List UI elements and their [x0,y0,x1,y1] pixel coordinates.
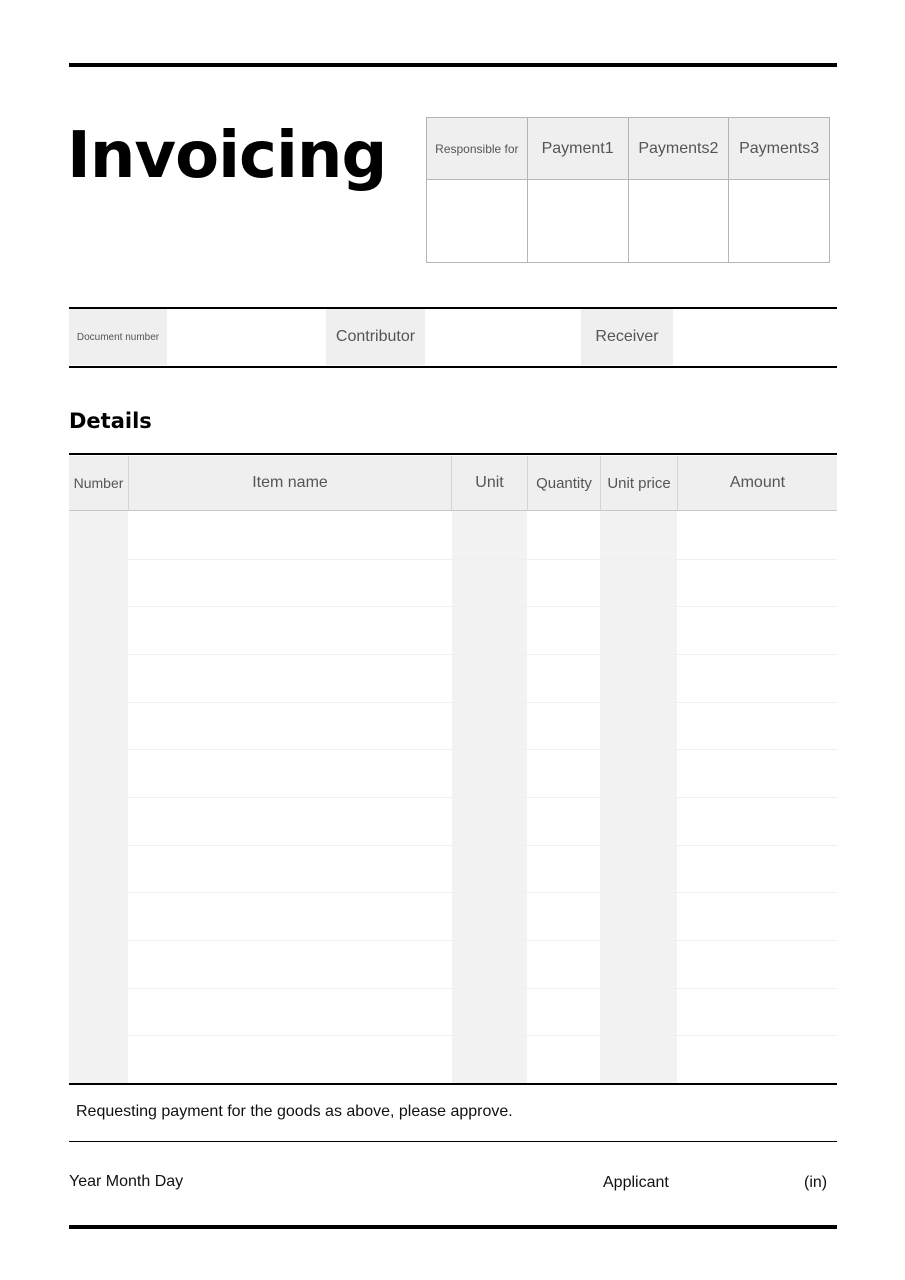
cell-unit-price[interactable] [601,511,677,559]
cell-unit-price[interactable] [601,606,677,654]
cell-item-name[interactable] [128,940,451,988]
cell-number[interactable] [69,654,128,702]
receiver-field[interactable] [673,309,837,365]
cell-amount[interactable] [678,845,837,893]
cell-amount[interactable] [678,797,837,845]
cell-quantity[interactable] [528,749,600,797]
cell-item-name[interactable] [128,845,451,893]
cell-amount[interactable] [678,749,837,797]
column-header-unit-price: Unit price [601,456,677,510]
cell-unit[interactable] [452,940,527,988]
cell-item-name[interactable] [128,702,451,750]
applicant-label: Applicant [603,1174,669,1191]
cell-quantity[interactable] [528,511,600,559]
cell-quantity[interactable] [528,702,600,750]
cell-unit[interactable] [452,702,527,750]
cell-item-name[interactable] [128,749,451,797]
cell-quantity[interactable] [528,845,600,893]
document-number-field[interactable] [167,309,326,365]
approval-header-payment1: Payment1 [528,118,629,179]
cell-unit-price[interactable] [601,797,677,845]
cell-unit-price[interactable] [601,749,677,797]
receiver-label: Receiver [581,309,673,365]
cell-quantity[interactable] [528,654,600,702]
cell-number[interactable] [69,1035,128,1083]
row-divider [128,702,837,703]
details-top-rule [69,453,837,455]
cell-item-name[interactable] [128,654,451,702]
column-header-unit: Unit [452,456,527,510]
cell-unit[interactable] [452,559,527,607]
cell-quantity[interactable] [528,988,600,1036]
bottom-rule [69,1225,837,1229]
approval-sign-payments3[interactable] [729,180,829,262]
header-divider [451,456,452,510]
row-divider [128,654,837,655]
cell-quantity[interactable] [528,797,600,845]
cell-number[interactable] [69,606,128,654]
cell-unit-price[interactable] [601,892,677,940]
cell-unit[interactable] [452,749,527,797]
request-text: Requesting payment for the goods as above, please approve. [76,1103,513,1120]
seal-label: (in) [804,1174,828,1191]
cell-item-name[interactable] [128,797,451,845]
cell-item-name[interactable] [128,988,451,1036]
row-divider [128,606,837,607]
approval-header-payments3: Payments3 [739,139,820,157]
cell-item-name[interactable] [128,892,451,940]
column-header-number: Number [69,456,128,510]
row-divider [128,559,837,560]
approval-sign-payment1[interactable] [528,180,629,262]
column-header-quantity: Quantity [528,456,600,510]
approval-signature-row [427,180,829,262]
page-title: Invoicing [67,119,387,193]
cell-number[interactable] [69,559,128,607]
cell-amount[interactable] [678,1035,837,1083]
cell-item-name[interactable] [128,606,451,654]
header-divider [527,456,528,510]
approval-header-payments2: Payments2 [629,118,730,179]
cell-amount[interactable] [678,702,837,750]
cell-unit-price[interactable] [601,1035,677,1083]
cell-amount[interactable] [678,559,837,607]
column-header-item-name: Item name [129,456,451,510]
cell-quantity[interactable] [528,606,600,654]
row-divider [128,892,837,893]
cell-unit-price[interactable] [601,559,677,607]
cell-number[interactable] [69,749,128,797]
cell-number[interactable] [69,892,128,940]
cell-amount[interactable] [678,511,837,559]
date-label: Year Month Day [69,1173,184,1190]
cell-unit-price[interactable] [601,940,677,988]
cell-quantity[interactable] [528,892,600,940]
cell-number[interactable] [69,845,128,893]
cell-number[interactable] [69,797,128,845]
details-title: Details [69,409,152,433]
header-divider [128,456,129,510]
cell-amount[interactable] [678,654,837,702]
cell-quantity[interactable] [528,559,600,607]
cell-amount[interactable] [678,988,837,1036]
cell-quantity[interactable] [528,940,600,988]
cell-unit[interactable] [452,845,527,893]
request-bottom-rule [69,1141,837,1142]
cell-number[interactable] [69,511,128,559]
approval-table [426,117,830,263]
cell-unit-price[interactable] [601,654,677,702]
cell-item-name[interactable] [128,1035,451,1083]
top-rule [69,63,837,67]
column-header-amount: Amount [678,456,837,510]
approval-header-row [427,118,829,180]
approval-sign-responsible[interactable] [427,180,528,262]
cell-unit[interactable] [452,511,527,559]
row-divider [128,988,837,989]
details-bottom-rule [69,1083,837,1085]
cell-quantity[interactable] [528,1035,600,1083]
cell-unit-price[interactable] [601,845,677,893]
row-divider [128,845,837,846]
row-divider [128,749,837,750]
cell-item-name[interactable] [128,511,451,559]
header-divider [677,456,678,510]
cell-unit-price[interactable] [601,702,677,750]
cell-unit[interactable] [452,1035,527,1083]
cell-amount[interactable] [678,606,837,654]
row-divider [128,1035,837,1036]
cell-unit-price[interactable] [601,988,677,1036]
cell-item-name[interactable] [128,559,451,607]
cell-unit[interactable] [452,797,527,845]
cell-unit[interactable] [452,988,527,1036]
approval-sign-payments2[interactable] [629,180,730,262]
cell-amount[interactable] [678,940,837,988]
document-number-label: Document number [69,309,167,365]
cell-unit[interactable] [452,892,527,940]
contributor-field[interactable] [425,309,581,365]
cell-number[interactable] [69,940,128,988]
row-divider [128,797,837,798]
cell-unit[interactable] [452,654,527,702]
info-bottom-rule [69,366,837,368]
cell-number[interactable] [69,988,128,1036]
contributor-label: Contributor [326,309,425,365]
cell-amount[interactable] [678,892,837,940]
approval-header-responsible: Responsible for [427,118,528,179]
cell-unit[interactable] [452,606,527,654]
row-divider [128,940,837,941]
header-divider [600,456,601,510]
cell-number[interactable] [69,702,128,750]
